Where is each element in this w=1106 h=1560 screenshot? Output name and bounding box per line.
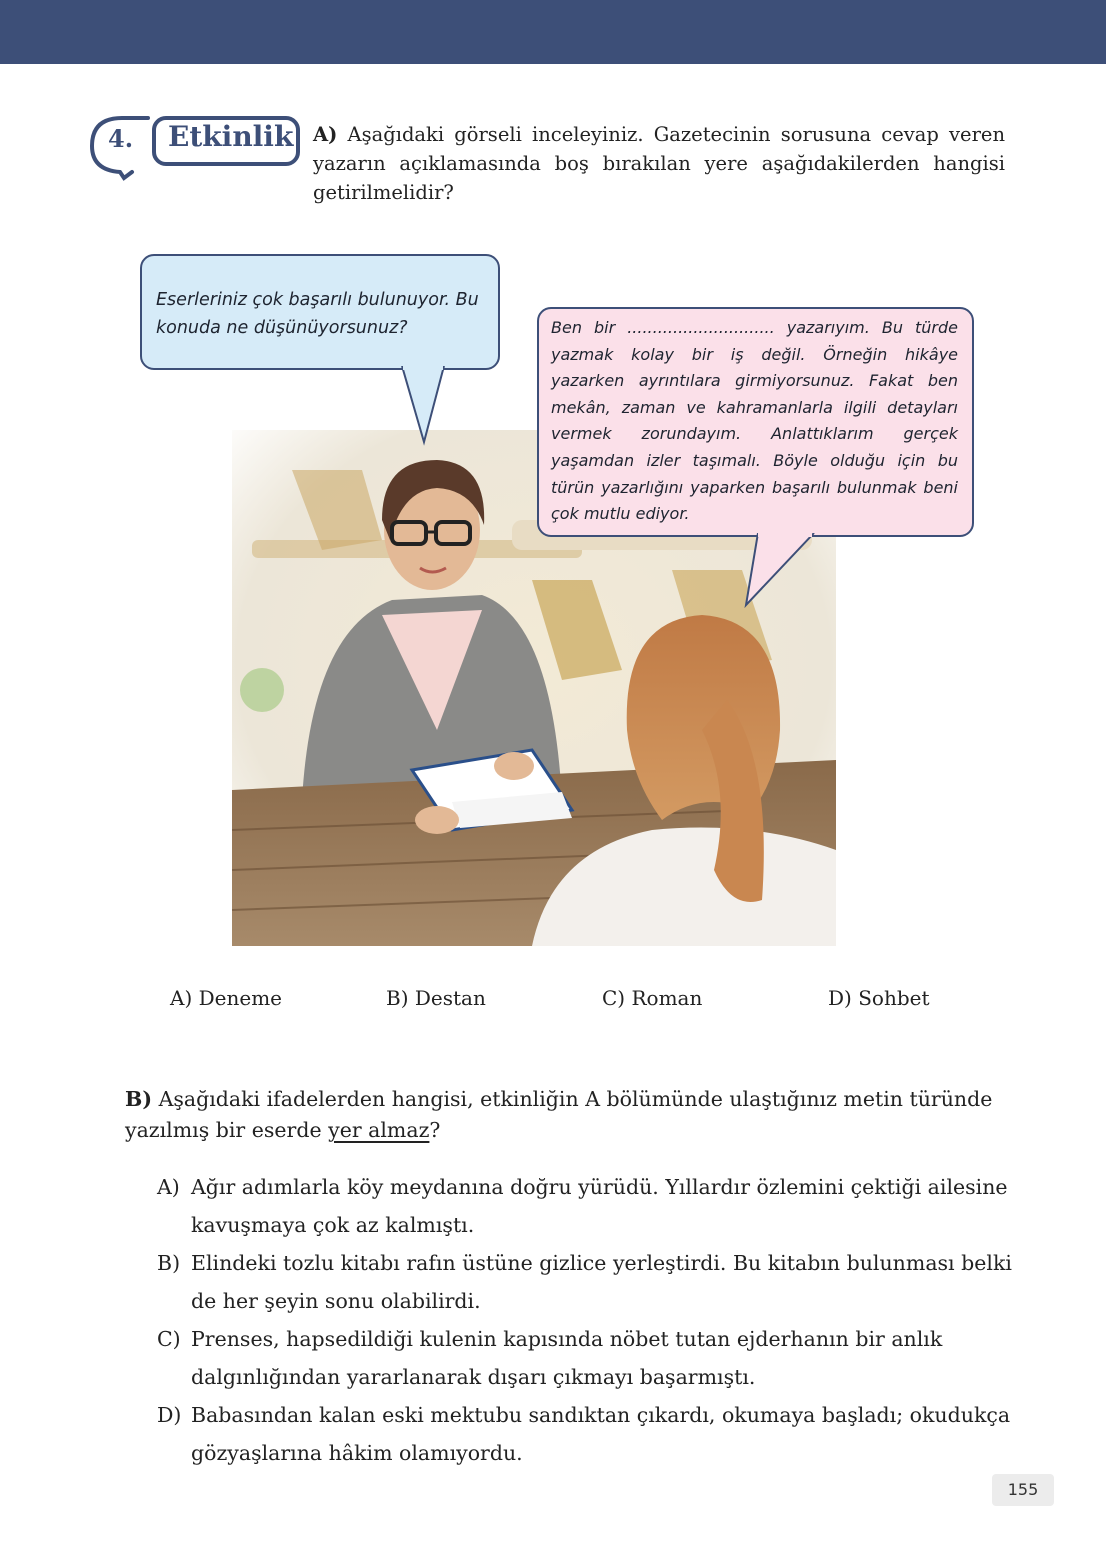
- writer-bubble-tail: [742, 533, 832, 611]
- activity-number: 4.: [108, 124, 134, 153]
- question-a-body: Aşağıdaki görseli inceleyiniz. Gazetecinin sorusuna cevap veren yazarın açıklamasında boş bırakılan yere aşağıdakilerden hangisi getirilmelidir?: [313, 123, 1005, 204]
- question-a-text: [313, 120, 1005, 207]
- question-b-emphasis: yer almaz: [328, 1118, 430, 1142]
- option-c[interactable]: C) Roman: [602, 986, 703, 1010]
- activity-badge: [88, 112, 304, 182]
- choice-a-letter: A): [157, 1175, 180, 1199]
- question-a-prefix: A): [313, 123, 338, 146]
- choice-d[interactable]: [157, 1396, 1017, 1472]
- page-number: 155: [992, 1474, 1054, 1506]
- journalist-speech-bubble: [140, 254, 500, 370]
- activity-label: Etkinlik: [168, 120, 294, 153]
- option-b[interactable]: B) Destan: [386, 986, 486, 1010]
- journalist-bubble-tail: [400, 366, 450, 446]
- writer-answer: Ben bir ............................. yazarıyım. Bu türde yazmak kolay bir iş değil. Örneğin hikâye yazarken ayrıntılara girmiyorsunuz. Fakat ben mekân, zaman ve kahramanlarla ilgili detayları vermek zorundayım. Anlattıklarım gerçek yaşamdan izler taşımalı. Böyle olduğu için bu türün yazarlığını yaparken başarılı bulunmak beni çok mutlu ediyor.: [551, 318, 958, 524]
- question-b-body: Aşağıdaki ifadelerden hangisi, etkinliğin A bölümünde ulaştığınız metin türünde yazılmış bir eserde: [125, 1087, 993, 1142]
- choice-b-letter: B): [157, 1251, 181, 1275]
- choice-b[interactable]: [157, 1244, 1017, 1320]
- choice-d-text: Babasından kalan eski mektubu sandıktan çıkardı, okumaya başladı; okudukça gözyaşlarına hâkim olamıyordu.: [191, 1403, 1011, 1465]
- choice-a-text: Ağır adımlarla köy meydanına doğru yürüdü. Yıllardır özlemini çektiği ailesine kavuşmaya çok az kalmıştı.: [191, 1175, 1008, 1237]
- question-b-text: [125, 1084, 995, 1146]
- option-a[interactable]: A) Deneme: [170, 986, 282, 1010]
- journalist-question: Eserleriniz çok başarılı bulunuyor. Bu konuda ne düşünüyorsunuz?: [156, 290, 479, 338]
- option-d[interactable]: D) Sohbet: [828, 986, 930, 1010]
- choice-a[interactable]: [157, 1168, 1017, 1244]
- choice-c-letter: C): [157, 1327, 181, 1351]
- choice-c[interactable]: [157, 1320, 1017, 1396]
- writer-speech-bubble: [537, 307, 974, 537]
- choice-b-text: Elindeki tozlu kitabı rafın üstüne gizlice yerleştirdi. Bu kitabın bulunması belki de her şeyin sonu olabilirdi.: [191, 1251, 1012, 1313]
- choice-c-text: Prenses, hapsedildiği kulenin kapısında nöbet tutan ejderhanın bir anlık dalgınlığından yararlanarak dışarı çıkmayı başarmıştı.: [191, 1327, 943, 1389]
- question-b-prefix: B): [125, 1087, 153, 1111]
- page-header-bar: [0, 0, 1106, 64]
- question-b-mark: ?: [429, 1118, 441, 1142]
- choice-d-letter: D): [157, 1403, 182, 1427]
